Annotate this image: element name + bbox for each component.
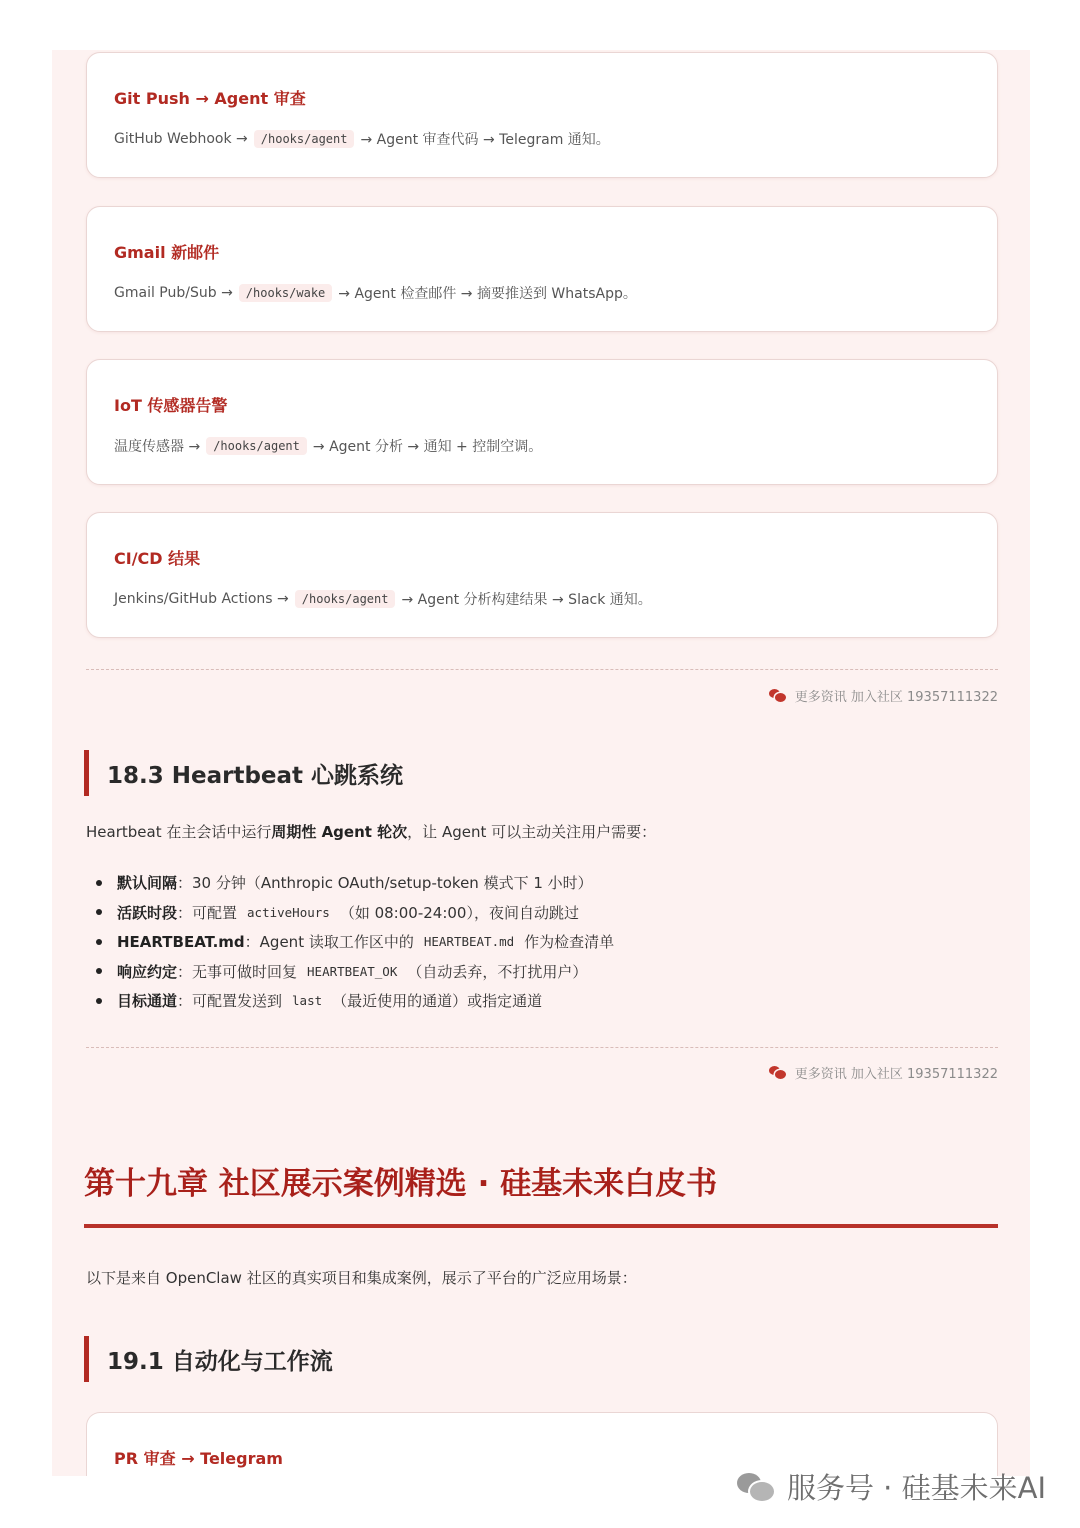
list-item-text-end: （自动丢弃，不打扰用户） (407, 962, 588, 981)
inline-code: HEARTBEAT.md (423, 934, 515, 950)
inline-code: HEARTBEAT_OK (307, 963, 398, 979)
intro-text: Heartbeat 在主会话中运行 (86, 823, 272, 841)
list-item-text: ：可配置 (177, 903, 238, 922)
case-card-description (114, 436, 542, 456)
list-item (96, 868, 614, 898)
section-heading-18-3: 18.3 Heartbeat 心跳系统 (84, 750, 403, 796)
list-item-key: 活跃时段 (117, 903, 178, 922)
section-intro (86, 821, 656, 842)
list-item (96, 957, 614, 987)
list-item-text: ：Agent 读取工作区中的 (244, 933, 414, 952)
dashed-divider (86, 1047, 998, 1048)
chapter-underline (84, 1224, 998, 1228)
case-card-description (114, 129, 610, 149)
list-item-text-end: （如 08:00-24:00），夜间自动跳过 (339, 903, 579, 922)
community-footer-note (769, 1063, 998, 1082)
endpoint-code: /hooks/wake (239, 284, 332, 302)
endpoint-code: /hooks/agent (254, 130, 355, 148)
list-item-text: ：可配置发送到 (177, 992, 283, 1011)
list-item-key: 目标通道 (117, 992, 178, 1011)
case-card-title: CI/CD 结果 (114, 549, 201, 568)
section-heading-19-1: 19.1 自动化与工作流 (84, 1336, 333, 1382)
account-watermark (737, 1466, 1046, 1507)
flow-source: 温度传感器 → (114, 439, 201, 455)
endpoint-code: /hooks/agent (206, 437, 307, 455)
case-card-title: PR 审查 → Telegram (114, 1449, 283, 1468)
list-item-key: HEARTBEAT.md (117, 932, 245, 951)
chapter-title: 第十九章 社区展示案例精选 · 硅基未来白皮书 (84, 1166, 718, 1202)
flow-source: GitHub Webhook → (114, 131, 248, 147)
case-card-cicd (86, 512, 998, 638)
flow-result: → Agent 审查代码 → Telegram 通知。 (360, 132, 610, 148)
list-item (96, 898, 614, 928)
inline-code: activeHours (247, 904, 330, 920)
case-card-git-push (86, 52, 998, 178)
flow-source: Jenkins/GitHub Actions → (114, 591, 289, 607)
list-item (96, 927, 614, 957)
wechat-icon (769, 689, 787, 703)
flow-result: → Agent 检查邮件 → 摘要推送到 WhatsApp。 (338, 286, 637, 302)
watermark-text: 服务号 · 硅基未来AI (786, 1471, 1046, 1505)
flow-result: → Agent 分析构建结果 → Slack 通知。 (401, 592, 652, 608)
flow-source: Gmail Pub/Sub → (114, 285, 233, 301)
case-card-title: IoT 传感器告警 (114, 396, 228, 415)
list-item-key: 默认间隔 (117, 874, 178, 893)
chapter-intro: 以下是来自 OpenClaw 社区的真实项目和集成案例，展示了平台的广泛应用场景： (86, 1269, 637, 1287)
case-card-description (114, 589, 652, 609)
inline-code: last (292, 993, 323, 1009)
flow-result: → Agent 分析 → 通知 + 控制空调。 (312, 439, 543, 455)
case-card-description (114, 283, 637, 303)
heartbeat-feature-list (96, 868, 614, 1016)
intro-emphasis: 周期性 Agent 轮次 (271, 823, 408, 841)
list-item (96, 986, 614, 1016)
wechat-icon (737, 1471, 777, 1503)
intro-text-end: ，让 Agent 可以主动关注用户需要： (407, 823, 657, 841)
footer-note-text: 更多资讯 加入社区 19357111322 (794, 1067, 998, 1082)
case-card-title: Gmail 新邮件 (114, 243, 220, 262)
list-item-key: 响应约定 (117, 962, 178, 981)
community-footer-note (769, 686, 998, 705)
dashed-divider (86, 669, 998, 670)
list-item-text-end: （最近使用的通道）或指定通道 (332, 992, 543, 1011)
footer-note-text: 更多资讯 加入社区 19357111322 (794, 690, 998, 705)
list-item-text: ：30 分钟（Anthropic OAuth/setup-token 模式下 1 小时） (177, 874, 593, 893)
wechat-icon (769, 1066, 787, 1080)
case-card-gmail (86, 206, 998, 332)
list-item-text-end: 作为检查清单 (524, 933, 615, 952)
case-card-iot (86, 359, 998, 485)
list-item-text: ：无事可做时回复 (177, 962, 298, 981)
endpoint-code: /hooks/agent (295, 590, 396, 608)
case-card-title: Git Push → Agent 审查 (114, 89, 306, 108)
